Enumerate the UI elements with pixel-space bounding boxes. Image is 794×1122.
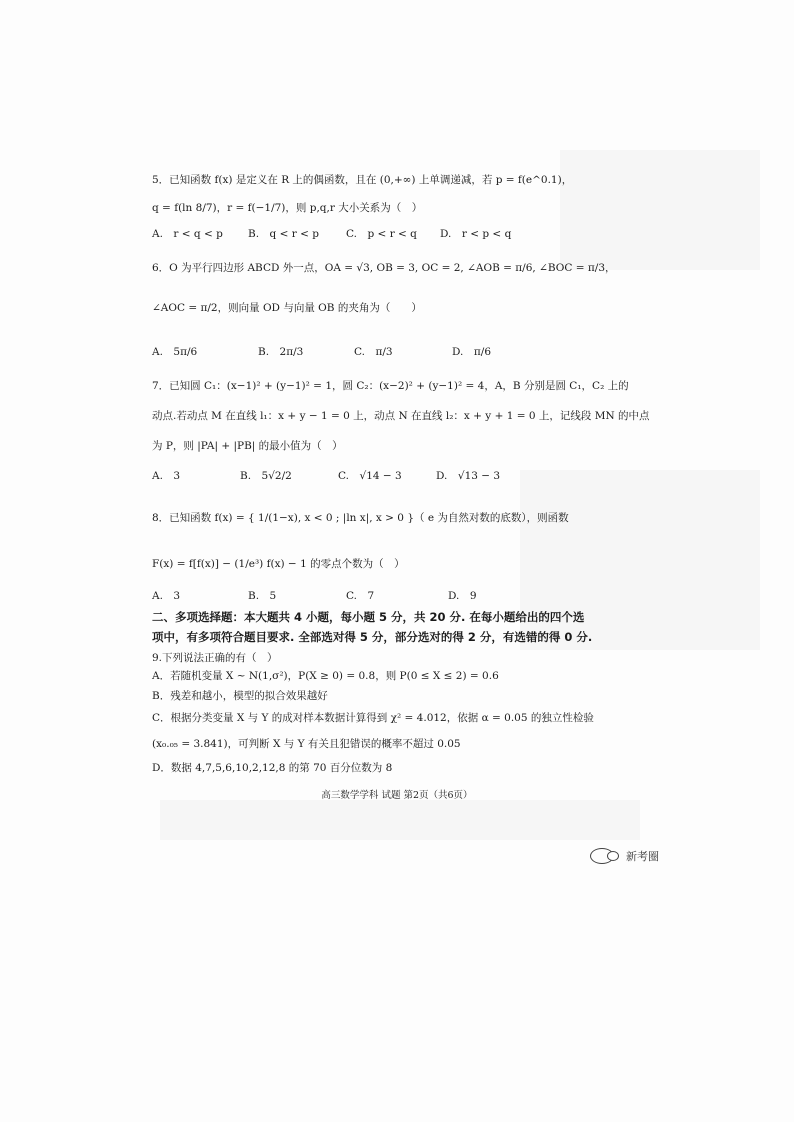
q8-line2: F(x) = f[f(x)] − (1/e³) f(x) − 1 的零点个数为（ ） [152, 558, 405, 570]
q5-option-a: A. r < q < p [152, 228, 223, 240]
q8-option-c: C. 7 [346, 590, 375, 602]
q6-option-c: C. π/3 [354, 346, 393, 358]
q7-option-d: D. √13 − 3 [436, 470, 501, 482]
q6-line1: 6．O 为平行四边形 ABCD 外一点，OA = √3, OB = 3, OC = 2, ∠AOB = π/6, ∠BOC = π/3， [152, 262, 616, 274]
q5-line2: q = f(ln 8/7)，r = f(−1/7)，则 p,q,r 大小关系为（ ） [152, 202, 423, 214]
section2-heading-line2: 项中，有多项符合题目要求. 全部选对得 5 分，部分选对的得 2 分，有选错的得 0 分. [152, 630, 593, 644]
q7-line2: 动点.若动点 M 在直线 l₁：x + y − 1 = 0 上，动点 N 在直线 l₂：x + y + 1 = 0 上，记线段 MN 的中点 [152, 410, 650, 422]
q7-option-c: C. √14 − 3 [338, 470, 402, 482]
q9-option-c-line1: C．根据分类变量 X 与 Y 的成对样本数据计算得到 χ² = 4.012，依据 α = 0.05 的独立性检验 [152, 712, 594, 724]
q7-option-b: B. 5√2/2 [240, 470, 292, 482]
watermark-logo [590, 848, 659, 864]
q8-option-d: D. 9 [448, 590, 477, 602]
q9-stem: 9.下列说法正确的有（ ） [152, 652, 278, 664]
q9-option-a: A．若随机变量 X ~ N(1,σ²)，P(X ≥ 0) = 0.8，则 P(0 ≤ X ≤ 2) = 0.6 [152, 670, 499, 682]
section2-heading-line1: 二、多项选择题：本大题共 4 小题，每小题 5 分，共 20 分. 在每小题给出的四个选 [152, 610, 585, 624]
q6-line2: ∠AOC = π/2，则向量 OD 与向量 OB 的夹角为（ ） [152, 302, 422, 314]
q9-option-d: D．数据 4,7,5,6,10,2,12,8 的第 70 百分位数为 8 [152, 762, 393, 774]
q6-option-d: D. π/6 [452, 346, 492, 358]
q9-option-b: B．残差和越小，模型的拟合效果越好 [152, 690, 328, 702]
q8-line1: 8．已知函数 f(x) = { 1/(1−x), x < 0 ; |ln x|, x > 0 }（ e 为自然对数的底数），则函数 [152, 512, 569, 524]
q8-option-b: B. 5 [248, 590, 277, 602]
q6-option-a: A. 5π/6 [152, 346, 198, 358]
q5-option-b: B. q < r < p [248, 228, 319, 240]
page-footer: 高三数学学科 试题 第2页（共6页） [321, 790, 473, 801]
q8-option-a: A. 3 [152, 590, 181, 602]
q7-line1: 7．已知圆 C₁：(x−1)² + (y−1)² = 1，圆 C₂：(x−2)² + (y−1)² = 4，A，B 分别是圆 C₁，C₂ 上的 [152, 380, 629, 392]
q6-option-b: B. 2π/3 [258, 346, 304, 358]
wechat-icon [590, 848, 614, 864]
q9-option-c-line2: (x₀.₀₅ = 3.841)，可判断 X 与 Y 有关且犯错误的概率不超过 0.05 [152, 738, 461, 750]
watermark-text: 新考圈 [626, 850, 659, 863]
q5-option-d: D. r < p < q [440, 228, 512, 240]
bleed-through-shadow [560, 150, 760, 270]
q5-line1: 5．已知函数 f(x) 是定义在 R 上的偶函数，且在 (0,+∞) 上单调递减，若 p = f(e^0.1)， [152, 174, 573, 186]
q5-option-c: C. p < r < q [346, 228, 417, 240]
q7-option-a: A. 3 [152, 470, 181, 482]
q7-line3: 为 P，则 |PA| + |PB| 的最小值为（ ） [152, 440, 343, 452]
bleed-through-shadow [160, 800, 640, 840]
